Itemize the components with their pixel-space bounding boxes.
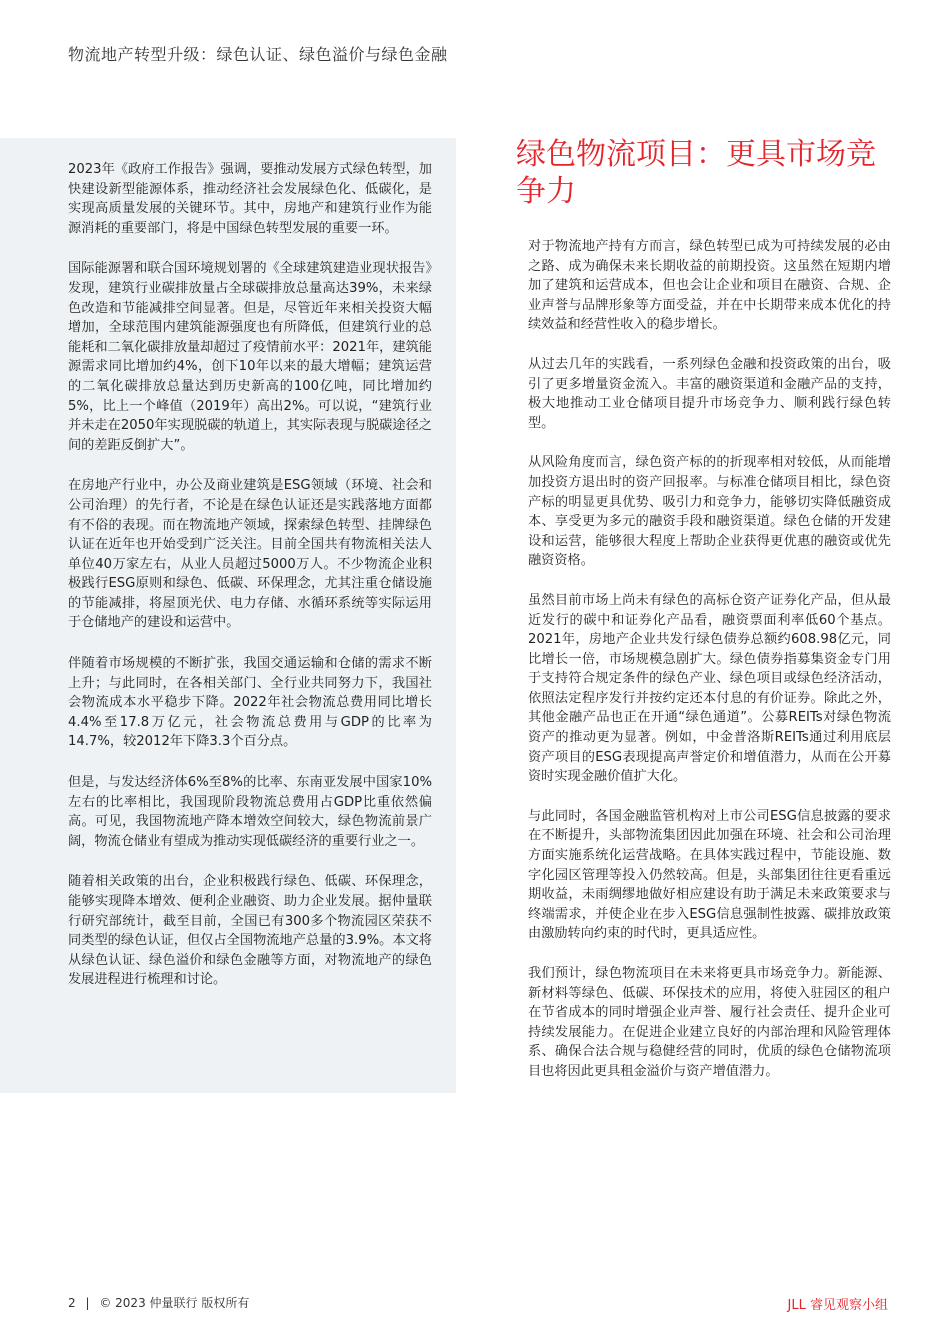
body-paragraph: 与此同时，各国金融监管机构对上市公司ESG信息披露的要求在不断提升，头部物流集团因此加强在环境、社会和公司治理方面实施系统化运营战略。在具体实践过程中，节能设施、数字化园区管理等投入仍然较高。但是，头部集团往往更看重远期收益，未雨绸缪地做好相应建设有助于满足未来政策要求与终端需求，并使企业在步入ESG信息强制性披露、碳排放政策由激励转向约束的时代时，更具适应性。: [528, 808, 891, 942]
intro-paragraph: 伴随着市场规模的不断扩张，我国交通运输和仓储的需求不断上升；与此同时，在各相关部门、全行业共同努力下，我国社会物流成本水平稳步下降。2022年社会物流总费用同比增长4.4%至17.8万亿元，社会物流总费用与GDP的比率为14.7%，较2012年下降3.3个百分点。: [68, 656, 432, 750]
body-paragraph: 从风险角度而言，绿色资产标的的折现率相对较低，从而能增加投资方退出时的资产回报率。与标准仓储项目相比，绿色资产标的明显更具优势、吸引力和竞争力，能够切实降低融资成本、享受更为多元的融资手段和融资渠道。绿色仓储的开发建设和运营，能够很大程度上帮助企业获得更优惠的融资或优先融资资格。: [528, 455, 891, 569]
intro-paragraph: 但是，与发达经济体6%至8%的比率、东南亚发展中国家10%左右的比率相比，我国现阶段物流总费用占GDP比重依然偏高。可见，我国物流地产降本增效空间较大，绿色物流前景广阔，物流仓储业有望成为推动实现低碳经济的重要行业之一。: [68, 775, 432, 849]
intro-column: [68, 160, 432, 1011]
body-paragraph: 从过去几年的实践看，一系列绿色金融和投资政策的出台，吸引了更多增量资金流入。丰富的融资渠道和金融产品的支持，极大地推动工业仓储项目提升市场竞争力、顺利践行绿色转型。: [528, 356, 891, 431]
running-header: 物流地产转型升级：绿色认证、绿色溢价与绿色金融: [68, 45, 448, 64]
body-paragraph: 我们预计，绿色物流项目在未来将更具市场竞争力。新能源、新材料等绿色、低碳、环保技术的应用，将使入驻园区的租户在节省成本的同时增强企业声誉、履行社会责任、提升企业可持续发展能力。在促进企业建立良好的内部治理和风险管理体系、确保合法合规与稳健经营的同时，优质的绿色仓储物流项目也将因此更具租金溢价与资产增值潜力。: [528, 966, 891, 1079]
section-title: 绿色物流项目：更具市场竞争力: [516, 137, 876, 209]
body-paragraph: 虽然目前市场上尚未有绿色的高标仓资产证券化产品，但从最近发行的碳中和证券化产品看，融资票面利率低60个基点。2021年，房地产企业共发行绿色债券总额约608.98亿元，同比增长一倍，市场规模急剧扩大。绿色债券指募集资金专门用于支持符合规定条件的绿色产业、绿色项目或绿色经济活动，依照法定程序发行并按约定还本付息的有价证券。除此之外，其他金融产品也正在开通“绿色通道”。公募REITs对绿色物流资产的推动更为显著。例如，中金普洛斯REITs通过利用底层资产项目的ESG表现提高声誉定价和增值潜力，从而在公开募资时实现金融价值扩大化。: [528, 592, 891, 785]
intro-paragraph: 2023年《政府工作报告》强调，要推动发展方式绿色转型，加快建设新型能源体系，推动经济社会发展绿色化、低碳化，是实现高质量发展的关键环节。其中，房地产和建筑行业作为能源消耗的重要部门，将是中国绿色转型发展的重要一环。: [68, 162, 432, 236]
body-paragraph: 对于物流地产持有方而言，绿色转型已成为可持续发展的必由之路、成为确保未来长期收益的前期投资。这虽然在短期内增加了建筑和运营成本，但也会让企业和项目在融资、合规、企业声誉与品牌形象等方面受益，并在中长期带来成本优化的持续效益和经营性收入的稳步增长。: [528, 239, 891, 333]
intro-paragraph: 国际能源署和联合国环境规划署的《全球建筑建造业现状报告》发现，建筑行业碳排放量占全球碳排放总量高达39%，未来绿色改造和节能减排空间显著。但是，尽管近年来相关投资大幅增加，全球范围内建筑能源强度也有所降低，但建筑行业的总能耗和二氧化碳排放量却超过了疫情前水平：2021年，建筑能源需求同比增加约4%，创下10年以来的最大增幅；建筑运营的二氧化碳排放总量达到历史新高的100亿吨，同比增加约5%，比上一个峰值（2019年）高出2%。可以说，“建筑行业并未走在2050年实现脱碳的轨道上，其实际表现与脱碳途径之间的差距反倒扩大”。: [68, 261, 432, 453]
page-footer: [68, 1294, 255, 1311]
page-number: 2: [68, 1296, 76, 1310]
section-body-column: [528, 237, 891, 1102]
copyright-text: © 2023 仲量联行 版权所有: [99, 1296, 250, 1310]
intro-paragraph: 随着相关政策的出台，企业积极践行绿色、低碳、环保理念，能够实现降本增效、便利企业融资、助力企业发展。据仲量联行研究部统计，截至目前，全国已有300多个物流园区荣获不同类型的绿色认证，但仅占全国物流地产总量的3.9%。本文将从绿色认证、绿色溢价和绿色金融等方面，对物流地产的绿色发展进程进行梳理和讨论。: [68, 874, 432, 988]
footer-separator: |: [85, 1296, 90, 1310]
intro-paragraph: 在房地产行业中，办公及商业建筑是ESG领域（环境、社会和公司治理）的先行者，不论是在绿色认证还是实践落地方面都有不俗的表现。而在物流地产领域，探索绿色转型、挂牌绿色认证在近年也开始受到广泛关注。目前全国共有物流相关法人单位40万家左右，从业人员超过5000万人。不少物流企业积极践行ESG原则和绿色、低碳、环保理念，尤其注重仓储设施的节能减排，将屋顶光伏、电力存储、水循环系统等实际运用于仓储地产的建设和运营中。: [68, 478, 432, 631]
brand-label: JLL 睿见观察小组: [787, 1298, 888, 1313]
